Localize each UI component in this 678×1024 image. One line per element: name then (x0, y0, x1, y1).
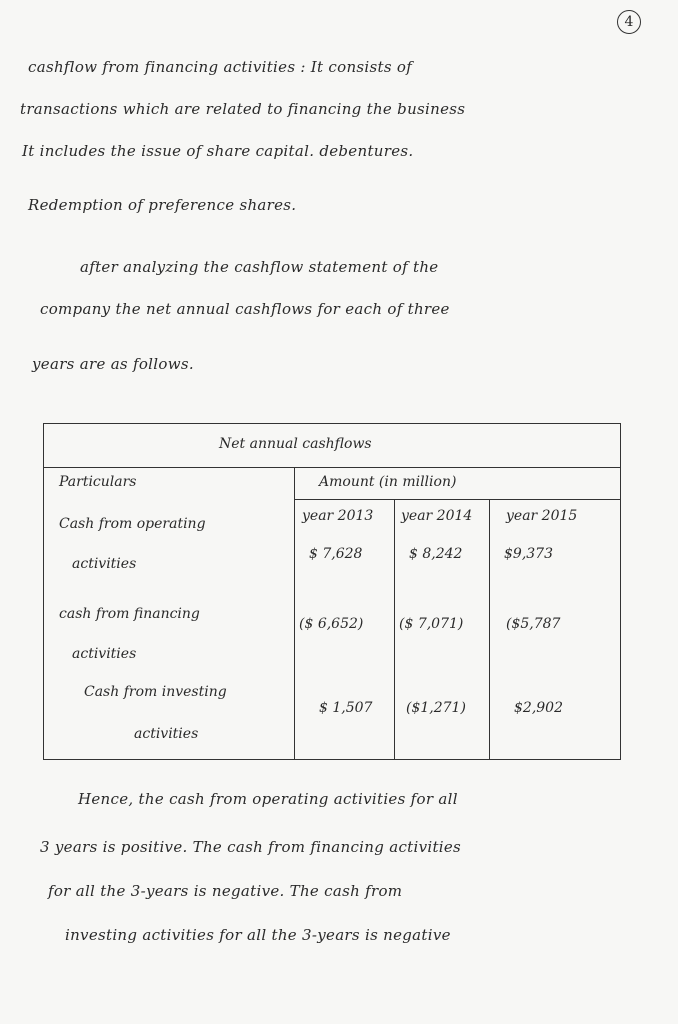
intro-line-3: It includes the issue of share capital. debentures. (22, 142, 414, 160)
conclusion-line-4: investing activities for all the 3-years is negative (65, 926, 451, 944)
table-cell: ($1,271) (406, 700, 466, 716)
row-label-cont: activities (72, 646, 137, 662)
page-number: 4 (617, 10, 641, 34)
table-cell: ($ 6,652) (299, 616, 364, 632)
analysis-line-2: company the net annual cashflows for each of three (40, 300, 450, 318)
table-cell: $ 1,507 (319, 700, 373, 716)
intro-line-4: Redemption of preference shares. (28, 196, 297, 214)
conclusion-line-1: Hence, the cash from operating activities for all (78, 790, 458, 808)
particulars-header: Particulars (59, 474, 137, 490)
row-label: cash from financing (59, 606, 200, 622)
table-cell: $2,902 (514, 700, 563, 716)
table-title: Net annual cashflows (219, 436, 372, 452)
table-cell: $9,373 (504, 546, 553, 562)
table-cell: ($5,787 (506, 616, 561, 632)
table-cell: ($ 7,071) (399, 616, 464, 632)
analysis-line-1: after analyzing the cashflow statement of the (80, 258, 439, 276)
year-header: year 2014 (401, 508, 473, 524)
cashflow-table (43, 423, 621, 760)
year-header: year 2013 (302, 508, 374, 524)
row-label-cont: activities (72, 556, 137, 572)
amount-header: Amount (in million) (319, 474, 457, 490)
year-header: year 2015 (506, 508, 578, 524)
intro-line-1: cashflow from financing activities : It consists of (28, 58, 413, 76)
conclusion-line-3: for all the 3-years is negative. The cash from (48, 882, 403, 900)
row-label: Cash from investing (84, 684, 227, 700)
intro-line-2: transactions which are related to financing the business (20, 100, 466, 118)
row-label-cont: activities (134, 726, 199, 742)
table-cell: $ 8,242 (409, 546, 463, 562)
row-label: Cash from operating (59, 516, 206, 532)
conclusion-line-2: 3 years is positive. The cash from financing activities (40, 838, 462, 856)
analysis-line-3: years are as follows. (32, 355, 194, 373)
table-cell: $ 7,628 (309, 546, 363, 562)
